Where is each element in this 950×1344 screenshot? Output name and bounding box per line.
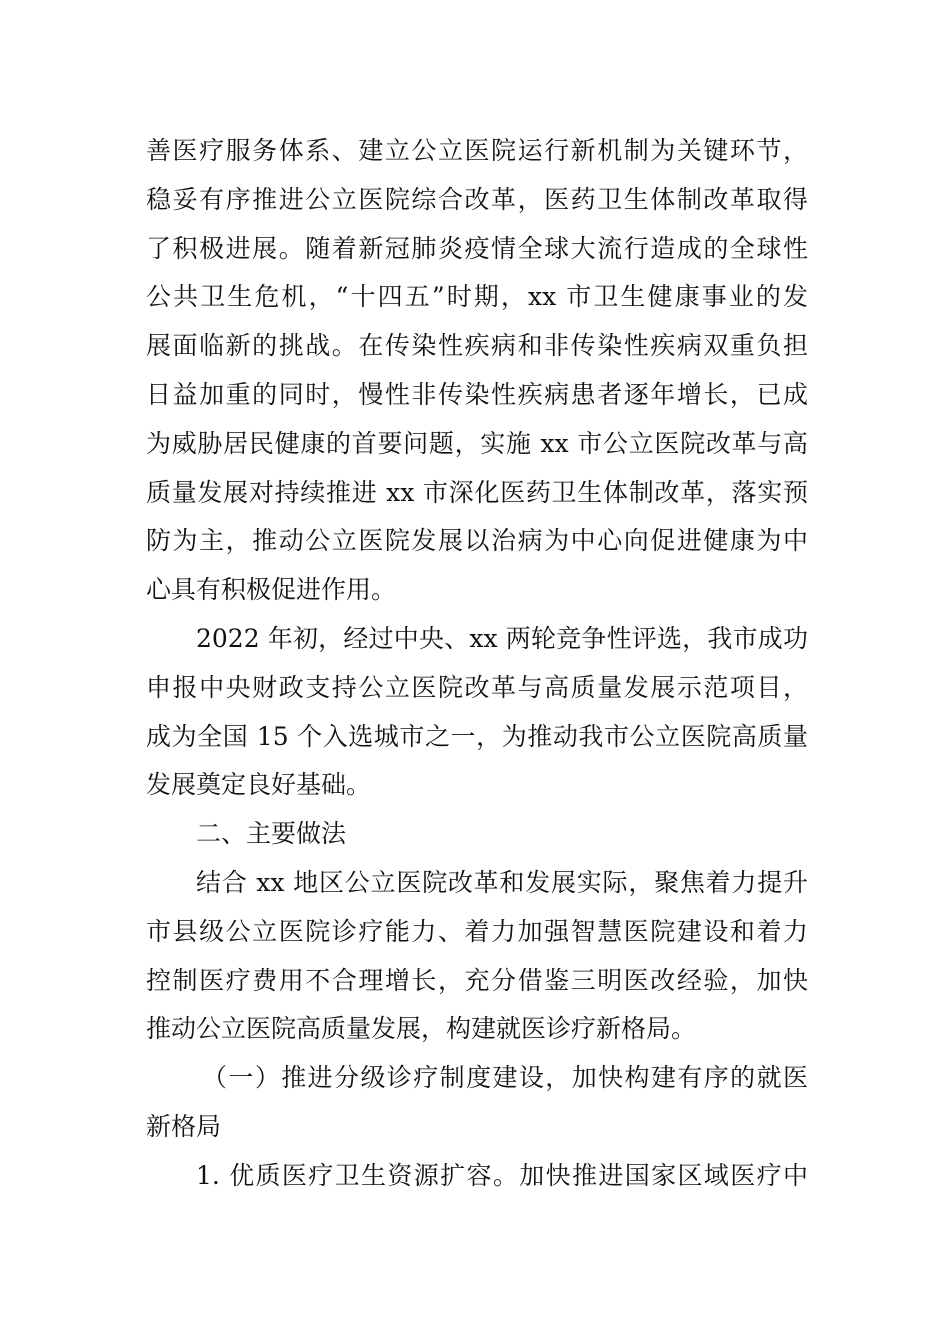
- paragraph-line: 稳妥有序推进公立医院综合改革，医药卫生体制改革取得: [146, 184, 808, 214]
- paragraph-line: 公共卫生危机，“十四五”时期，xx 市卫生健康事业的发: [146, 282, 808, 312]
- subsection-heading: 新格局: [146, 1111, 222, 1141]
- paragraph-line: 成为全国 15 个入选城市之一，为推动我市公立医院高质量: [146, 721, 808, 751]
- paragraph-line: 控制医疗费用不合理增长，充分借鉴三明医改经验，加快: [146, 965, 808, 995]
- paragraph-line: 推动公立医院高质量发展，构建就医诊疗新格局。: [146, 1014, 697, 1044]
- document-body: [146, 127, 808, 1201]
- paragraph-line: 为威胁居民健康的首要问题，实施 xx 市公立医院改革与高: [146, 428, 808, 458]
- paragraph-line: 展面临新的挑战。在传染性疾病和非传染性疾病双重负担: [146, 331, 808, 361]
- paragraph-line: 申报中央财政支持公立医院改革与高质量发展示范项目，: [146, 672, 808, 702]
- paragraph-line: 了积极进展。随着新冠肺炎疫情全球大流行造成的全球性: [146, 233, 808, 263]
- paragraph-line: 2022 年初，经过中央、xx 两轮竞争性评选，我市成功: [196, 623, 808, 653]
- paragraph-line: 日益加重的同时，慢性非传染性疾病患者逐年增长，已成: [146, 379, 808, 409]
- paragraph-line: 市县级公立医院诊疗能力、着力加强智慧医院建设和着力: [146, 916, 808, 946]
- paragraph-line: 善医疗服务体系、建立公立医院运行新机制为关键环节，: [146, 136, 808, 165]
- paragraph-line: 1. 优质医疗卫生资源扩容。加快推进国家区域医疗中: [196, 1160, 808, 1190]
- paragraph-line: 发展奠定良好基础。: [146, 770, 372, 800]
- subsection-heading: （一）推进分级诊疗制度建设，加快构建有序的就医: [202, 1063, 808, 1093]
- paragraph-line: 防为主，推动公立医院发展以治病为中心向促进健康为中: [146, 526, 808, 556]
- paragraph-line: 心具有积极促进作用。: [146, 575, 397, 605]
- section-heading: 二、主要做法: [196, 819, 347, 849]
- paragraph-line: 质量发展对持续推进 xx 市深化医药卫生体制改革，落实预: [146, 477, 808, 507]
- paragraph-line: 结合 xx 地区公立医院改革和发展实际，聚焦着力提升: [196, 867, 808, 897]
